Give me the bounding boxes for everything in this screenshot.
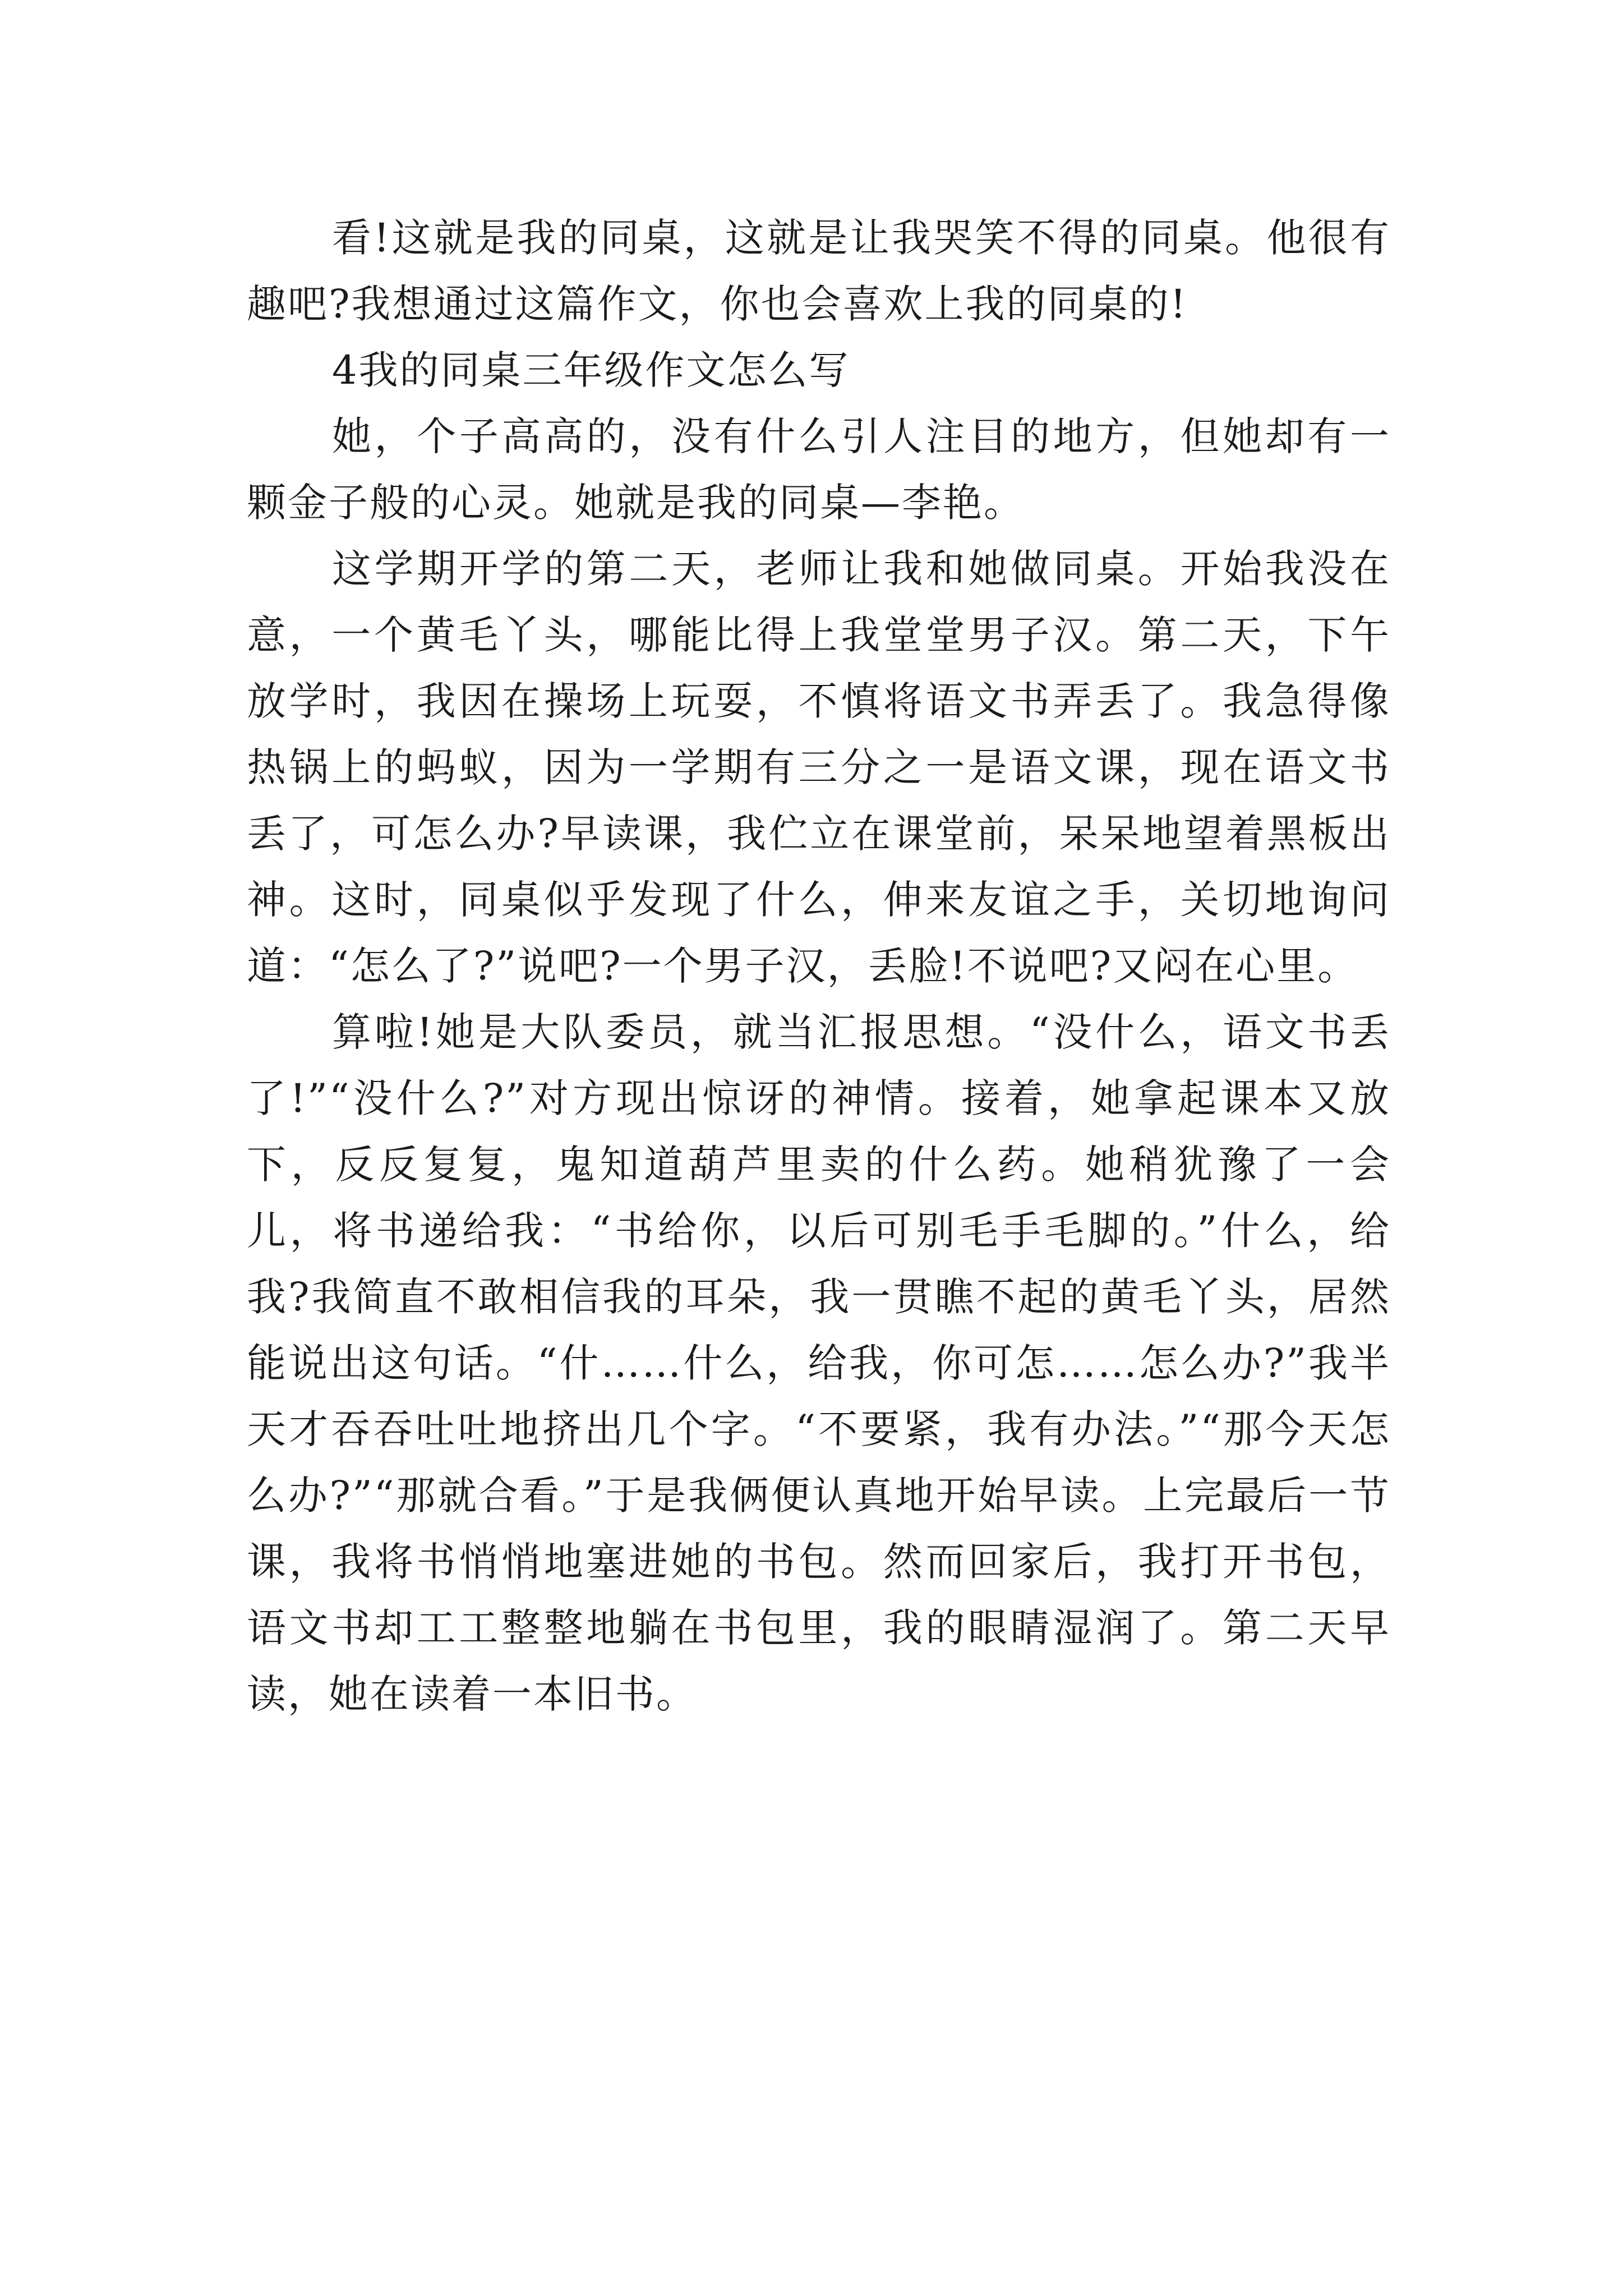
- paragraph-intro: 她，个子高高的，没有什么引人注目的地方，但她却有一颗金子般的心灵。她就是我的同桌—李艳。: [247, 413, 1391, 526]
- section-heading: 4我的同桌三年级作文怎么写: [332, 347, 850, 393]
- paragraph-closing: 看!这就是我的同桌，这就是让我哭笑不得的同桌。他很有趣吧?我想通过这篇作文，你也会喜欢上我的同桌的!: [247, 215, 1391, 327]
- paragraph-story-1: 这学期开学的第二天，老师让我和她做同桌。开始我没在意，一个黄毛丫头，哪能比得上我堂堂男子汉。第二天，下午放学时，我因在操场上玩耍，不慎将语文书弄丢了。我急得像热锅上的蚂蚁，因为一学期有三分之一是语文课，现在语文书丢了，可怎么办?早读课，我伫立在课堂前，呆呆地望着黑板出神。这时，同桌似乎发现了什么，伸来友谊之手，关切地询问道：“怎么了?”说吧?一个男子汉，丢脸!不说吧?又闷在心里。: [247, 546, 1391, 989]
- document-body: [247, 205, 1391, 1727]
- paragraph-story-2: 算啦!她是大队委员，就当汇报思想。“没什么，语文书丢了!”“没什么?”对方现出惊讶的神情。接着，她拿起课本又放下，反反复复，鬼知道葫芦里卖的什么药。她稍犹豫了一会儿，将书递给我：“书给你，以后可别毛手毛脚的。”什么，给我?我简直不敢相信我的耳朵，我一贯瞧不起的黄毛丫头，居然能说出这句话。“什……什么，给我，你可怎……怎么办?”我半天才吞吞吐吐地挤出几个字。“不要紧，我有办法。”“那今天怎么办?”“那就合看。”于是我俩便认真地开始早读。上完最后一节课，我将书悄悄地塞进她的书包。然而回家后，我打开书包，语文书却工工整整地躺在书包里，我的眼睛湿润了。第二天早读，她在读着一本旧书。: [247, 1009, 1391, 1717]
